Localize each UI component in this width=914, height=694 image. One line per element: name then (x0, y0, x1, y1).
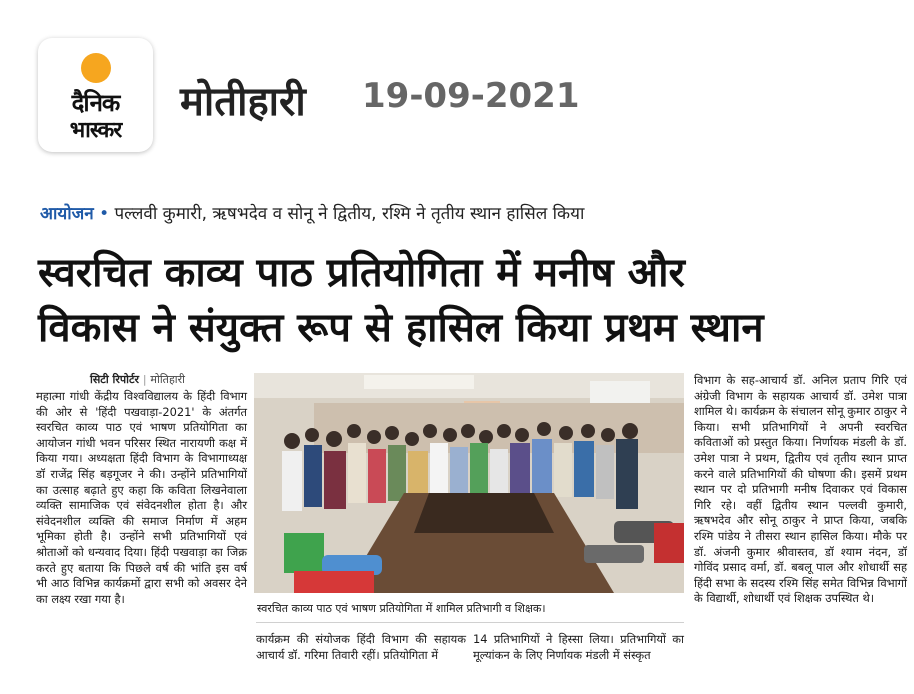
group-photo (254, 373, 684, 593)
dainik-bhaskar-logo (38, 38, 153, 152)
article-column-4: 14 प्रतिभागियों ने हिस्सा लिया। प्रतिभागियों का मूल्यांकन के लिए निर्णायक मंडली में संस्कृत (473, 632, 684, 662)
strap-line (40, 201, 584, 224)
byline-place: मोतिहारी (150, 373, 185, 386)
byline-separator: | (142, 373, 147, 386)
logo-line1: दैनिक (71, 89, 120, 117)
edition-city: मोतीहारी (180, 79, 306, 125)
bullet-icon: • (99, 204, 110, 224)
article-column-1: महात्मा गांधी केंद्रीय विश्वविद्यालय के हिंदी विभाग की ओर से 'हिंदी पखवाड़ा-2021' के अंतर्गत स्वरचित काव्य पाठ एवं भाषण प्रतियोगिता का आयोजन गांधी भवन परिसर स्थित नारायणी कक्ष में किया गया। अध्यक्षता हिंदी विभाग के विभागाध्यक्ष डॉ राजेंद्र सिंह बड़गूजर ने की। उन्होंने प्रतिभागियों का उत्साह बढ़ाते हुए कहा कि कविता लिखनेवाला व्यक्ति सामाजिक एवं संवेदनशील होता है। और संवेदनशील व्यक्ति की समाज निर्माण में अहम भूमिका होती है। उन्होंने सभी प्रतिभागियों एवं श्रोताओं को धन्यवाद दिया। हिंदी पखवाड़ा का जिक्र करते हुए बताया कि पिछले वर्ष की भांति इस वर्ष भी आठ विभिन्न कार्यक्रमों द्वारा सभी को अवसर देने का लक्ष्य रखा गया है। (36, 389, 247, 606)
byline (90, 372, 185, 387)
photo-caption: स्वरचित काव्य पाठ एवं भाषण प्रतियोगिता में शामिल प्रतिभागी व शिक्षक। (257, 602, 546, 615)
page-header (0, 0, 914, 185)
byline-name: सिटी रिपोर्टर (90, 373, 139, 386)
strap-tag: आयोजन (40, 204, 94, 224)
edition-date: 19-09-2021 (362, 76, 580, 116)
sun-icon (81, 53, 111, 83)
group-photo-illustration (254, 373, 684, 593)
logo-line2: भास्कर (69, 118, 122, 143)
article-column-2: विभाग के सह-आचार्य डॉ. अनिल प्रताप गिरि एवं अंग्रेजी विभाग के सहायक आचार्य डॉ. उमेश पात्रा शामिल थे। कार्यक्रम के संचालन सोनू कुमार ठाकुर ने किया। सभी प्रतिभागियों ने अपनी स्वरचित कविताओं को प्रस्तुत किया। निर्णायक मंडली के डॉ. उमेश पात्रा ने प्रथम, द्वितीय एवं तृतीय स्थान प्राप्त करने वाले प्रतिभागियों की घोषणा की। इसमें प्रथम स्थान पर दो प्रतिभागी मनीष दिवाकर एवं विकास गिरि रहे। वहीं द्वितीय स्थान पल्लवी कुमारी, ऋषभदेव और सोनू ठाकुर ने प्राप्त किया, जबकि रश्मि पांडेय ने तीसरा स्थान हासिल किया। मौके पर डॉ. अंजनी कुमार श्रीवास्तव, डॉ श्याम नंदन, डॉ गोविंद प्रसाद वर्मा, डॉ. बबलू पाल और शोधार्थी सह हिंदी सभा के सदस्य रश्मि सिंह समेत विभिन्न विभागों के विद्यार्थी, शोधार्थी एवं शिक्षक उपस्थित थे। (694, 373, 907, 606)
headline-line1: स्वरचित काव्य पाठ प्रतियोगिता में मनीष और (38, 250, 685, 296)
strap-text: पल्लवी कुमारी, ऋषभदेव व सोनू ने द्वितीय, रश्मि ने तृतीय स्थान हासिल किया (114, 204, 585, 224)
article-column-3: कार्यक्रम की संयोजक हिंदी विभाग की सहायक आचार्य डॉ. गरिमा तिवारी रहीं। प्रतियोगिता में (256, 632, 466, 662)
headline-line2: विकास ने संयुक्त रूप से हासिल किया प्रथम स्थान (38, 305, 764, 351)
caption-divider (256, 622, 684, 623)
